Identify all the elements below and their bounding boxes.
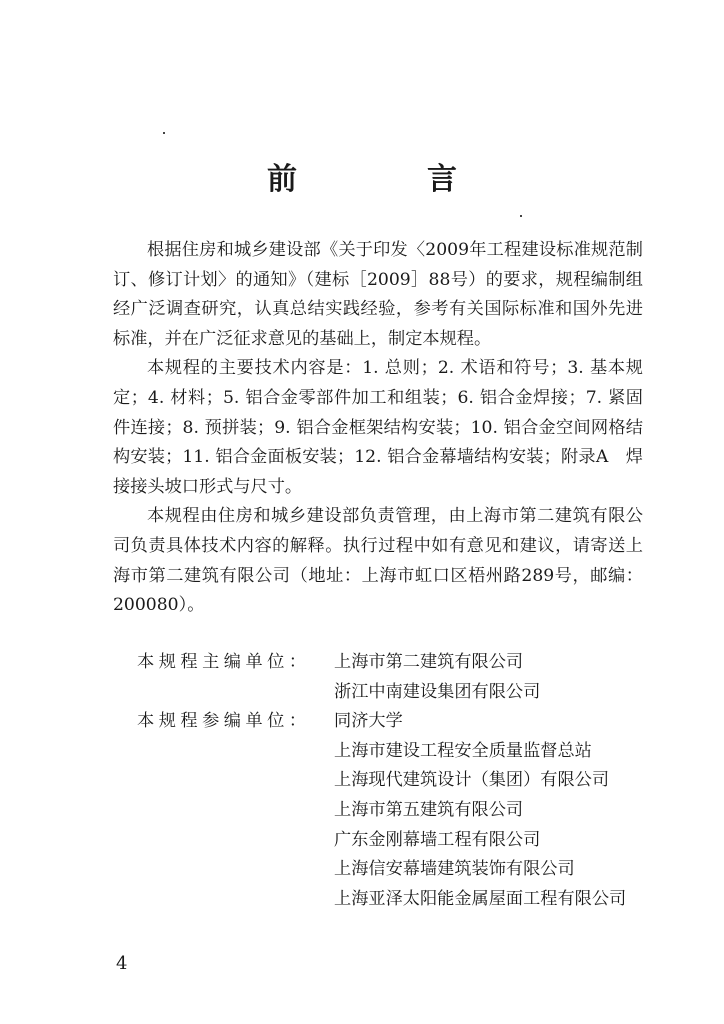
- participant-unit: 上海现代建筑设计（集团）有限公司: [334, 770, 610, 791]
- participant-unit: 上海市建设工程安全质量监督总站: [334, 740, 592, 761]
- participant-row: [113, 707, 653, 914]
- chief-editor-unit: 浙江中南建设集团有限公司: [334, 681, 541, 702]
- participant-unit: 上海市第五建筑有限公司: [334, 799, 524, 820]
- chief-editor-unit: 上海市第二建筑有限公司: [334, 652, 524, 672]
- preface-paragraph: 本规程由住房和城乡建设部负责管理，由上海市第二建筑有限公司负责具体技术内容的解释。执行过程中如有意见和建议，请寄送上海市第二建筑有限公司（地址：上海市虹口区梧州路289号，邮编：200080）。: [113, 506, 643, 616]
- page-title: 前 言: [267, 162, 507, 197]
- scan-speck: [163, 132, 165, 134]
- preface-body: [113, 236, 643, 621]
- participant-label: 本规程参编单位：: [137, 711, 311, 732]
- credits-section: [113, 648, 653, 914]
- scan-speck: [520, 215, 522, 217]
- preface-paragraph: 本规程的主要技术内容是：1. 总则；2. 术语和符号；3. 基本规定；4. 材料；5. 铝合金零部件加工和组装；6. 铝合金焊接；7. 紧固件连接；8. 预拼装；9. 铝合金框架结构安装；10. 铝合金空间网格结构安装；11. 铝合金面板安装；12. 铝合金幕墙结构安装；附录A 焊接接头坡口形式与尺寸。: [113, 358, 643, 497]
- participant-unit: 同济大学: [334, 711, 403, 732]
- participant-list: [334, 707, 644, 914]
- chief-editor-label: 本规程主编单位：: [137, 652, 311, 672]
- preface-paragraph: 根据住房和城乡建设部《关于印发〈2009年工程建设标准规范制订、修订计划〉的通知》（建标［2009］88号）的要求，规程编制组经广泛调查研究，认真总结实践经验，参考有关国际标准和国外先进标准，并在广泛征求意见的基础上，制定本规程。: [113, 240, 643, 349]
- participant-unit: 上海信安幕墙建筑装饰有限公司: [334, 859, 575, 880]
- participant-unit: 上海亚泽太阳能金属屋面工程有限公司: [334, 888, 627, 909]
- page-number: 4: [116, 953, 128, 974]
- participant-unit: 广东金刚幕墙工程有限公司: [334, 829, 541, 850]
- chief-editor-row: [113, 648, 653, 707]
- chief-editor-list: [334, 648, 644, 707]
